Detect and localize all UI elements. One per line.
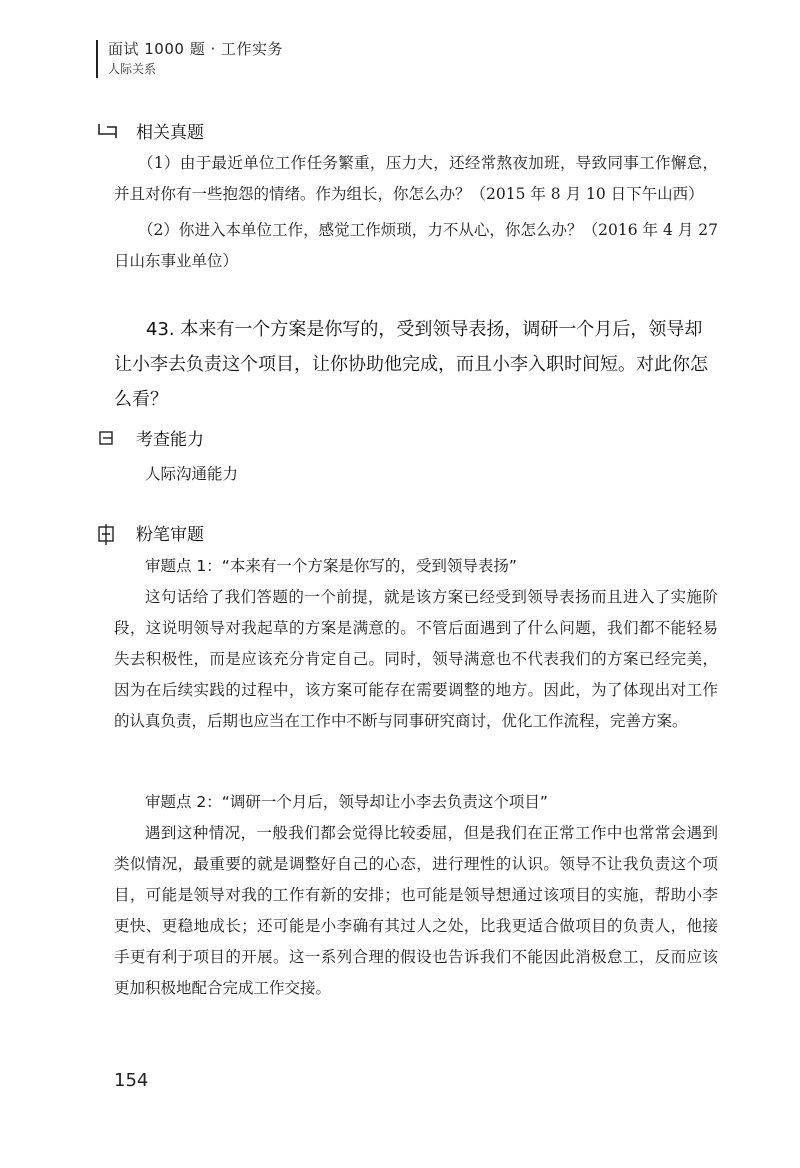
running-header-title: 面试 1000 题 · 工作实务 bbox=[108, 40, 284, 58]
section-label: 相关真题 bbox=[136, 123, 204, 143]
section-label: 粉笔审题 bbox=[136, 525, 204, 545]
bracket-arrow-icon bbox=[96, 121, 122, 141]
ability-heading bbox=[96, 425, 204, 450]
header-rule bbox=[96, 40, 98, 78]
document-box-icon bbox=[96, 523, 122, 543]
ability-value: 人际沟通能力 bbox=[145, 465, 239, 483]
analysis-point-2-title: 审题点 2：“调研一个月后，领导却让小李去负责这个项目” bbox=[145, 793, 548, 811]
question-43: 43. 本来有一个方案是你写的，受到领导表扬，调研一个月后，领导却让小李去负责这个项目，让你协助他完成，而且小李入职时间短。对此你怎么看？ bbox=[114, 319, 708, 410]
running-header-subtitle: 人际关系 bbox=[108, 62, 157, 76]
section-label: 考查能力 bbox=[136, 430, 204, 450]
analysis-point-2-body: 遇到这种情况，一般我们都会觉得比较委屈，但是我们在正常工作中也常常会遇到类似情况，最重要的就是调整好自己的心态，进行理性的认识。领导不让我负责这个项目，可能是领导对我的工作有新的安排；也可能是领导想通过该项目的实施，帮助小李更快、更稳地成长；还可能是小李确有其过人之处，比我更适合做项目的负责人，他接手更有利于项目的开展。这一系列合理的假设也告诉我们不能因此消极怠工，反而应该更加积极地配合完成工作交接。 bbox=[114, 824, 718, 997]
analysis-point-1-title: 审题点 1：“本来有一个方案是你写的，受到领导表扬” bbox=[145, 557, 517, 575]
related-questions-heading bbox=[96, 118, 204, 143]
page-number: 154 bbox=[114, 1070, 149, 1091]
related-question-2: （2）你进入本单位工作，感觉工作烦琐，力不从心，你怎么办？（2016 年 4 月 27 日山东事业单位） bbox=[114, 221, 718, 270]
analysis-point-1-body: 这句话给了我们答题的一个前提，就是该方案已经受到领导表扬而且进入了实施阶段，这说明领导对我起草的方案是满意的。不管后面遇到了什么问题，我们都不能轻易失去积极性，而是应该充分肯定自己。同时，领导满意也不代表我们的方案已经完美，因为在后续实践的过程中，该方案可能存在需要调整的地方。因此，为了体现出对工作的认真负责，后期也应当在工作中不断与同事研究商讨，优化工作流程，完善方案。 bbox=[114, 588, 718, 730]
analysis-heading bbox=[96, 520, 204, 545]
square-check-icon bbox=[96, 428, 122, 448]
related-question-1: （1）由于最近单位工作任务繁重，压力大，还经常熬夜加班，导致同事工作懈怠，并且对你有一些抱怨的情绪。作为组长，你怎么办？（2015 年 8 月 10 日下午山西） bbox=[114, 154, 718, 203]
